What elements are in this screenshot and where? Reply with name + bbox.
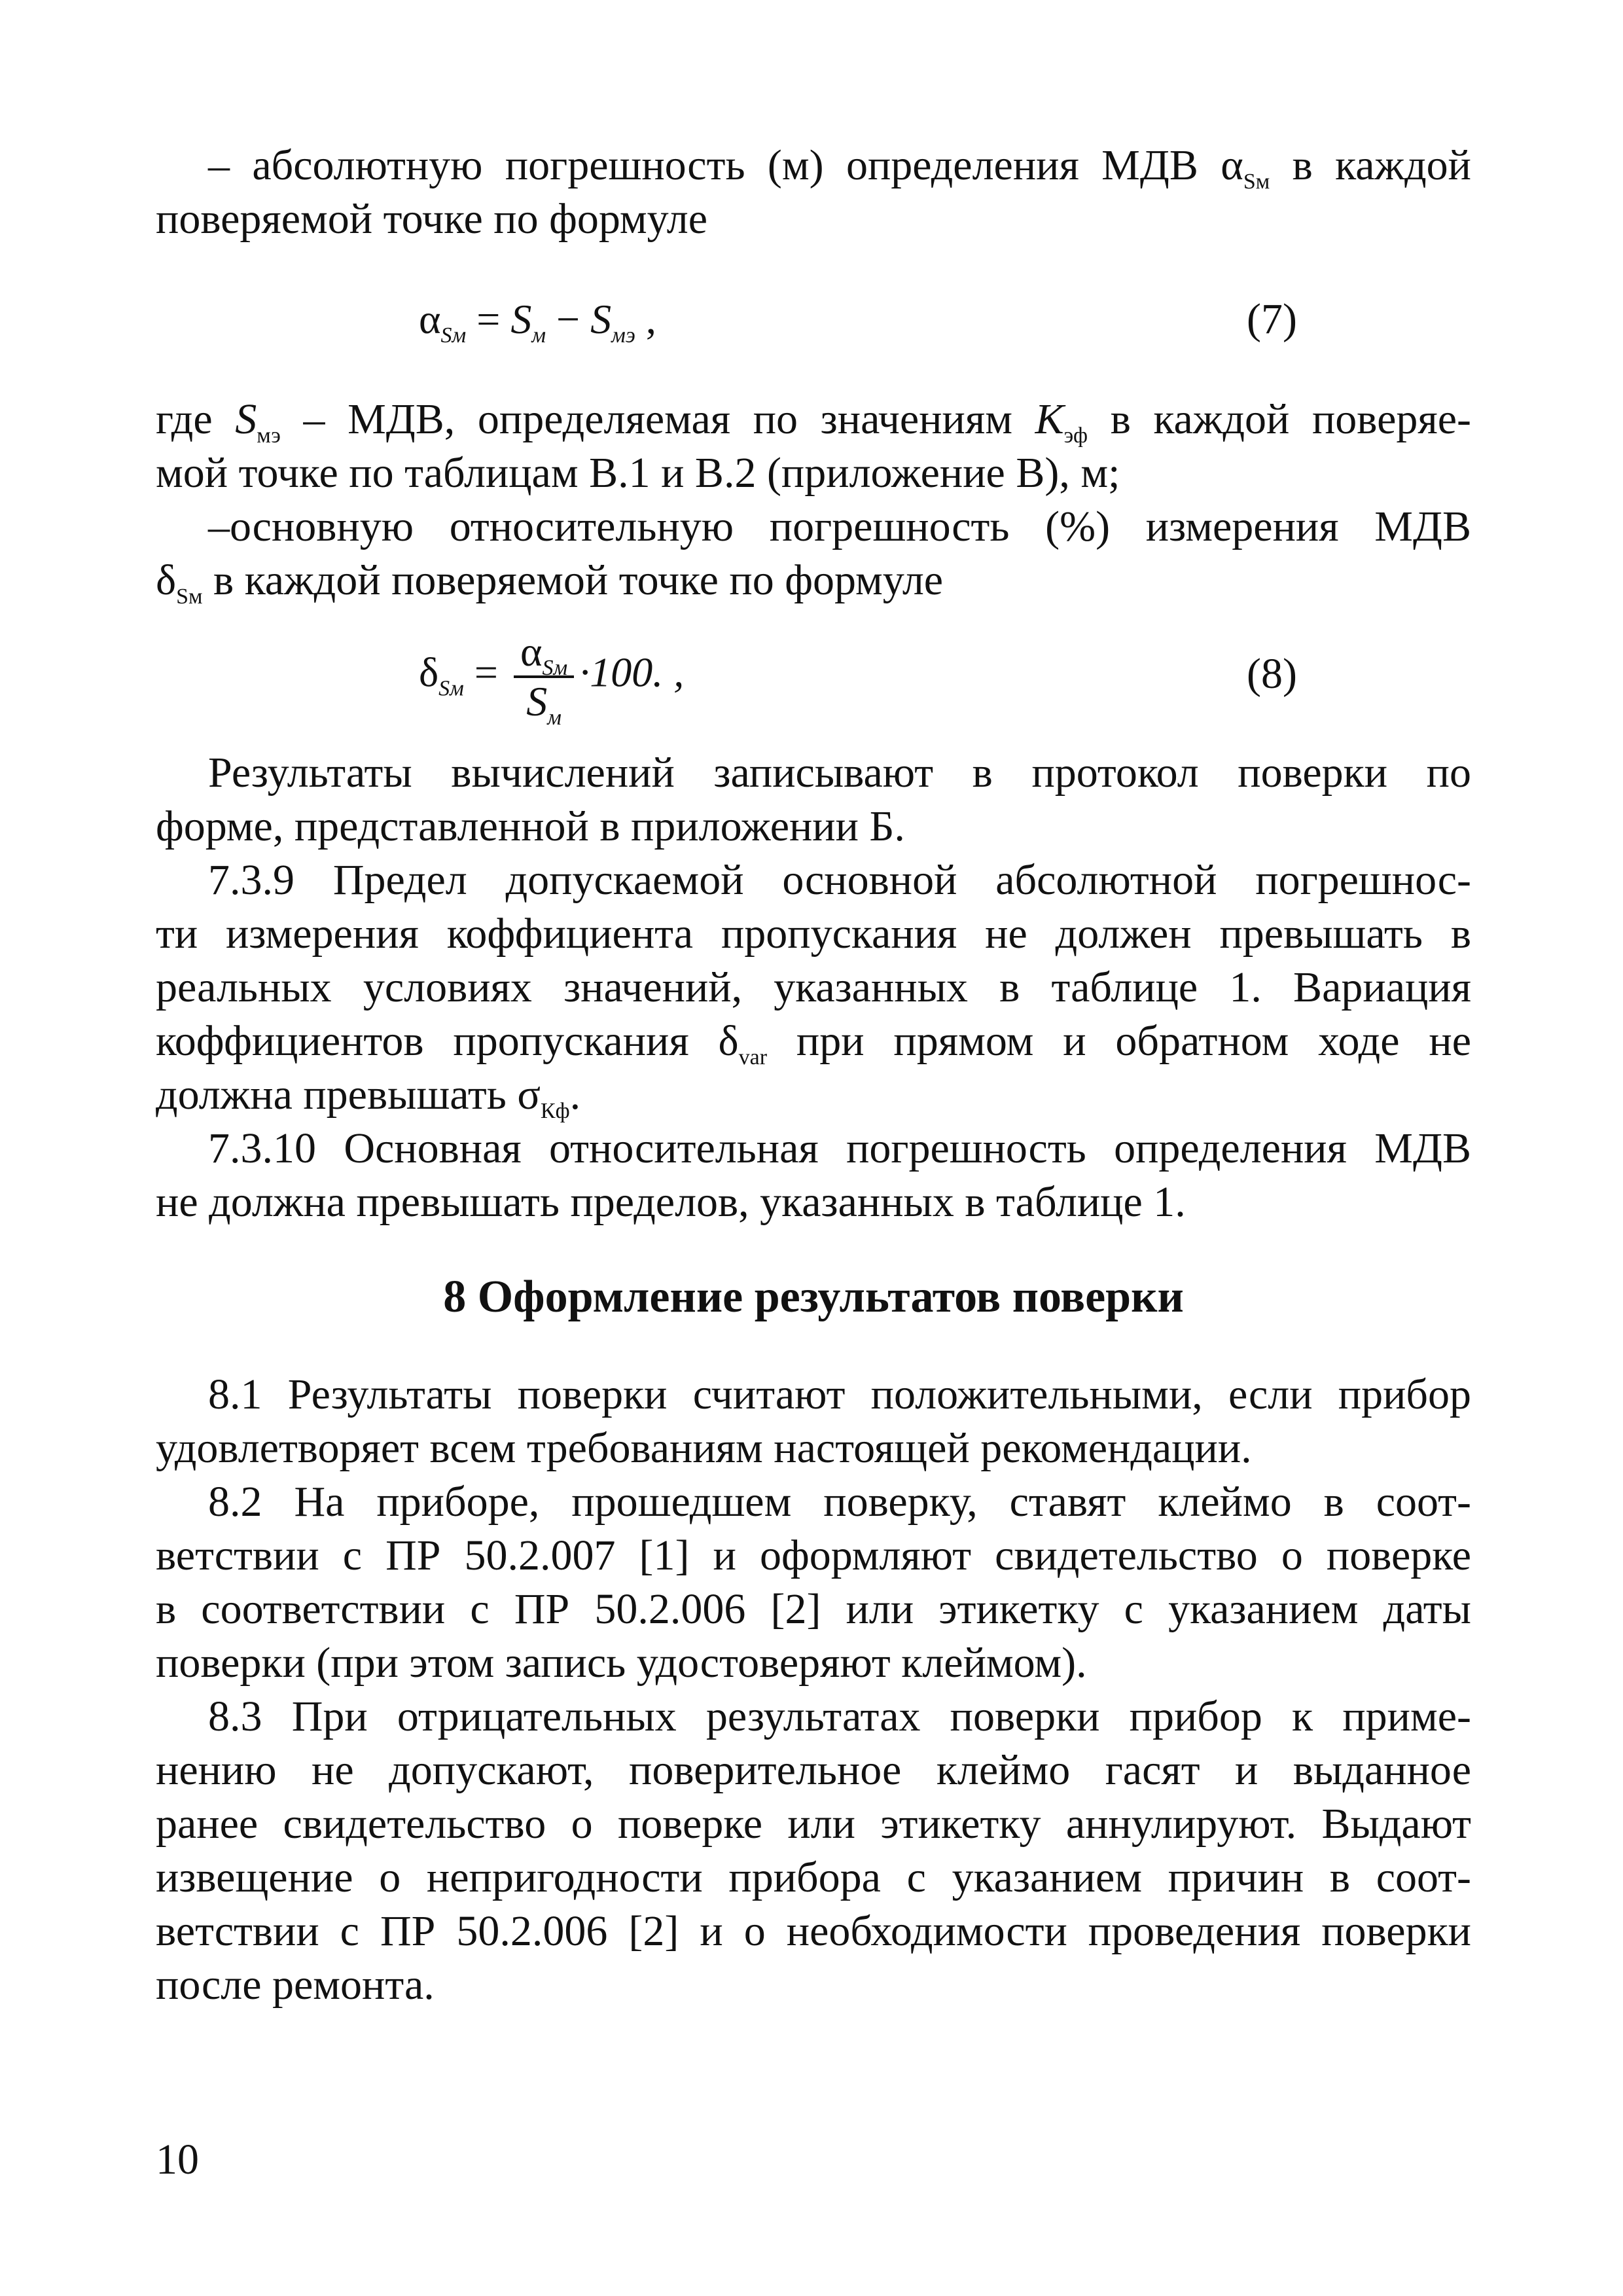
page-number: 10 — [156, 2136, 199, 2183]
para9-line4: извещение о непригодности прибора с указанием причин в соот- — [156, 1854, 1471, 1901]
para5-line1: 7.3.9 Предел допускаемой основной абсолютной погрешнос- — [208, 856, 1471, 904]
equation-number-8: (8) — [1247, 650, 1297, 698]
para4-line2: форме, представленной в приложении Б. — [156, 802, 905, 850]
para3-line2: $\delta_{Sм}$ в каждой поверяемой точке по формуле — [156, 556, 944, 609]
para8-line1: 8.2 На приборе, прошедшем поверку, ставят клеймо в соот- — [208, 1478, 1471, 1526]
para9-line2: нению не допускают, поверительное клеймо гасят и выданное — [156, 1746, 1471, 1794]
para5-line2: ти измерения коффициента пропускания не должен превышать в — [156, 910, 1471, 958]
para5-line4: коффициентов пропускания $\delta_{var}$ при прямом и обратном ходе не — [156, 1017, 1471, 1069]
para9-line1: 8.3 При отрицательных результатах поверки прибор к приме- — [208, 1693, 1471, 1740]
formula-8: $\delta_{Sм}$ = $\frac{\alpha_{Sм}}{S_м}$ ·100. , — [419, 628, 685, 730]
para1-line2: поверяемой точке по формуле — [156, 195, 707, 243]
fraction: $\frac{\alpha_{Sм}}{S_м}$ — [514, 628, 574, 725]
para2-line1: где $S_{мэ}$ – МДВ, определяемая по значениям $K_{эф}$ в каждой поверяе- — [156, 395, 1472, 448]
para6-line2: не должна превышать пределов, указанных в таблице 1. — [156, 1178, 1186, 1226]
para1-line1: – абсолютную погрешность (м) определения МДВ $\alpha_{Sм}$ в каждой — [208, 141, 1471, 194]
para7-line2: удовлетворяет всем требованиям настоящей рекомендации. — [156, 1424, 1252, 1472]
section-heading: 8 Оформление результатов поверки — [443, 1272, 1184, 1322]
para5-line3: реальных условиях значений, указанных в таблице 1. Вариация — [156, 963, 1471, 1011]
para6-line1: 7.3.10 Основная относительная погрешность определения МДВ — [208, 1124, 1471, 1172]
para9-line5: ветствии с ПР 50.2.006 [2] и о необходимости проведения поверки — [156, 1907, 1471, 1955]
para5-line5: должна превышать $\sigma_{Кф}$. — [156, 1071, 581, 1123]
para8-line2: ветствии с ПР 50.2.007 [1] и оформляют свидетельство о поверке — [156, 1532, 1471, 1579]
para9-line6: после ремонта. — [156, 1961, 435, 2009]
para7-line1: 8.1 Результаты поверки считают положительными, если прибор — [208, 1371, 1471, 1418]
para8-line4: поверки (при этом запись удостоверяют клеймом). — [156, 1639, 1087, 1687]
para9-line3: ранее свидетельство о поверке или этикетку аннулируют. Выдают — [156, 1800, 1471, 1848]
para2-line2: мой точке по таблицам В.1 и В.2 (приложение В), м; — [156, 449, 1120, 497]
para3-line1: –основную относительную погрешность (%) измерения МДВ — [208, 503, 1471, 550]
para8-line3: в соответствии с ПР 50.2.006 [2] или этикетку с указанием даты — [156, 1585, 1471, 1633]
equation-number-7: (7) — [1247, 295, 1297, 343]
formula-7: $\alpha_{Sм} = S_м - S_{мэ}$ , — [419, 296, 656, 348]
para4-line1: Результаты вычислений записывают в протокол поверки по — [208, 749, 1471, 797]
